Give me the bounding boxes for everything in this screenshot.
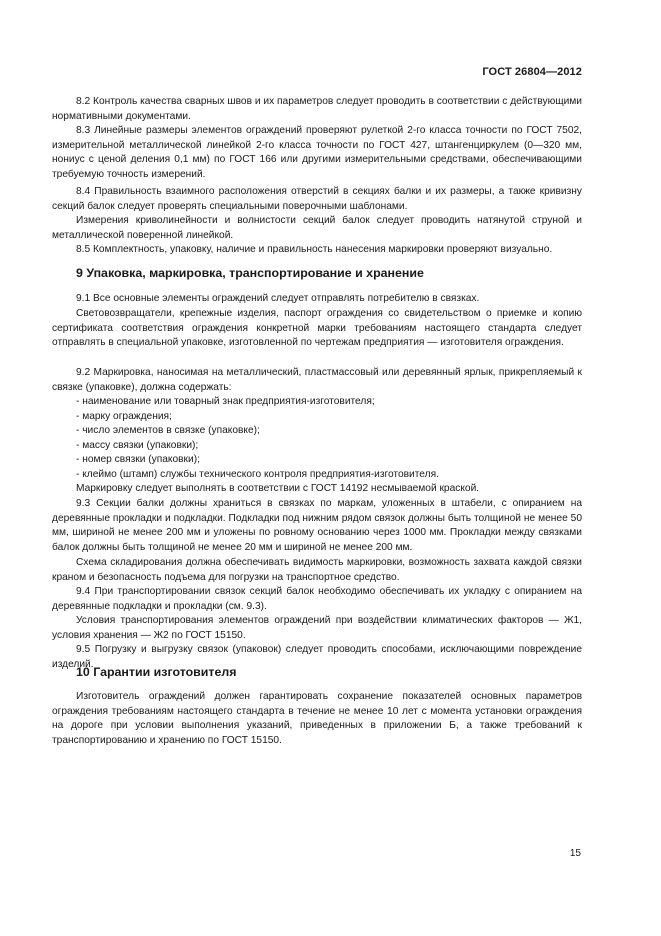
paragraph-9-1: 9.1 Все основные элементы ограждений следует отправлять потребителю в связках. <box>76 293 480 304</box>
paragraph-8-3: 8.3 Линейные размеры элементов ограждений проверяют рулеткой 2-го класса точности по ГОСТ 7502, измерительной металлической линейкой 2-го класса точности по ГОСТ 427, штангенциркулем (0—320 мм, нониус с ценой деления 0,1 мм) по ГОСТ 166 или другими измерительными средствами, обеспечивающими требуемую точность измерений. <box>52 125 582 180</box>
paragraph-9-4: 9.4 При транспортировании связок секций балок необходимо обеспечивать их укладку с опиранием на деревянные подкладки и прокладки (см. 9.3). <box>52 586 582 612</box>
paragraph-9-4-conditions: Условия транспортирования элементов ограждений при воздействии климатических факторов — Ж1, условия хранения — Ж2 по ГОСТ 15150. <box>52 615 582 641</box>
paragraph-9-2: 9.2 Маркировка, наносимая на металлический, пластмассовый или деревянный ярлык, прикрепляемый к связке (упаковке), должна содержать: <box>52 367 582 393</box>
list-item: - наименование или товарный знак предприятия-изготовителя; <box>76 396 375 407</box>
page-number: 15 <box>569 848 581 859</box>
paragraph-9-2-marking: Маркировку следует выполнять в соответствии с ГОСТ 14192 несмываемой краской. <box>76 483 480 494</box>
paragraph-9-3-scheme: Схема складирования должна обеспечивать видимость маркировки, возможность захвата каждой связки краном и безопасность подъема для погрузки на транспортное средство. <box>52 557 582 583</box>
section-9-heading: 9 Упаковка, маркировка, транспортирование и хранение <box>76 266 424 280</box>
list-item: - число элементов в связке (упаковке); <box>76 425 260 436</box>
paragraph-8-2: 8.2 Контроль качества сварных швов и их параметров следует проводить в соответствии с действующими нормативными документами. <box>52 96 582 122</box>
paragraph-9-5: 9.5 Погрузку и выгрузку связок (упаковок) следует проводить способами, исключающими повреждение изделий. <box>52 644 582 670</box>
list-item: - массу связки (упаковки); <box>76 440 199 451</box>
paragraph-8-4: 8.4 Правильность взаимного расположения отверстий в секциях балки и их размеры, а также кривизну секций балок следует проверять специальными поверочными шаблонами. <box>52 186 582 212</box>
standard-header: ГОСТ 26804—2012 <box>482 66 582 78</box>
paragraph-10: Изготовитель ограждений должен гарантировать сохранение показателей основных параметров ограждения требованиям настоящего стандарта в течение не менее 10 лет с момента установки ограждения на дороге при условии выполнения указаний, приведенных в приложении Б, а также требований к транспортированию и хранению по ГОСТ 15150. <box>52 691 582 746</box>
list-item: - клеймо (штамп) службы технического контроля предприятия-изготовителя. <box>76 469 439 480</box>
paragraph-8-5: 8.5 Комплектность, упаковку, наличие и правильность нанесения маркировки проверяют визуально. <box>76 244 553 255</box>
list-item: - номер связки (упаковки); <box>76 454 200 465</box>
list-item: - марку ограждения; <box>76 411 172 422</box>
section-10-heading: 10 Гарантии изготовителя <box>76 665 237 679</box>
paragraph-9-1-accessories: Световозвращатели, крепежные изделия, паспорт ограждения со свидетельством о приемке и копию сертификата соответствия ограждения конкретной марки требованиям настоящего стандарта следует отправлять в специальной упаковке, изготовленной по чертежам предприятия — изготовителя ограждения. <box>52 308 582 349</box>
paragraph-8-4-measurements: Измерения криволинейности и волнистости секций балок следует проводить натянутой струной и металлической поверенной линейкой. <box>52 215 582 241</box>
paragraph-9-3: 9.3 Секции балки должны храниться в связках по маркам, уложенных в штабели, с опиранием на деревянные прокладки и подкладки. Подкладки под нижним рядом связок должны быть толщиной не менее 50 мм, шириной не менее 200 мм и уложены по ровному основанию через 1000 мм. Прокладки между связками балок должны быть толщиной не менее 20 мм и шириной не менее 200 мм. <box>52 498 582 553</box>
